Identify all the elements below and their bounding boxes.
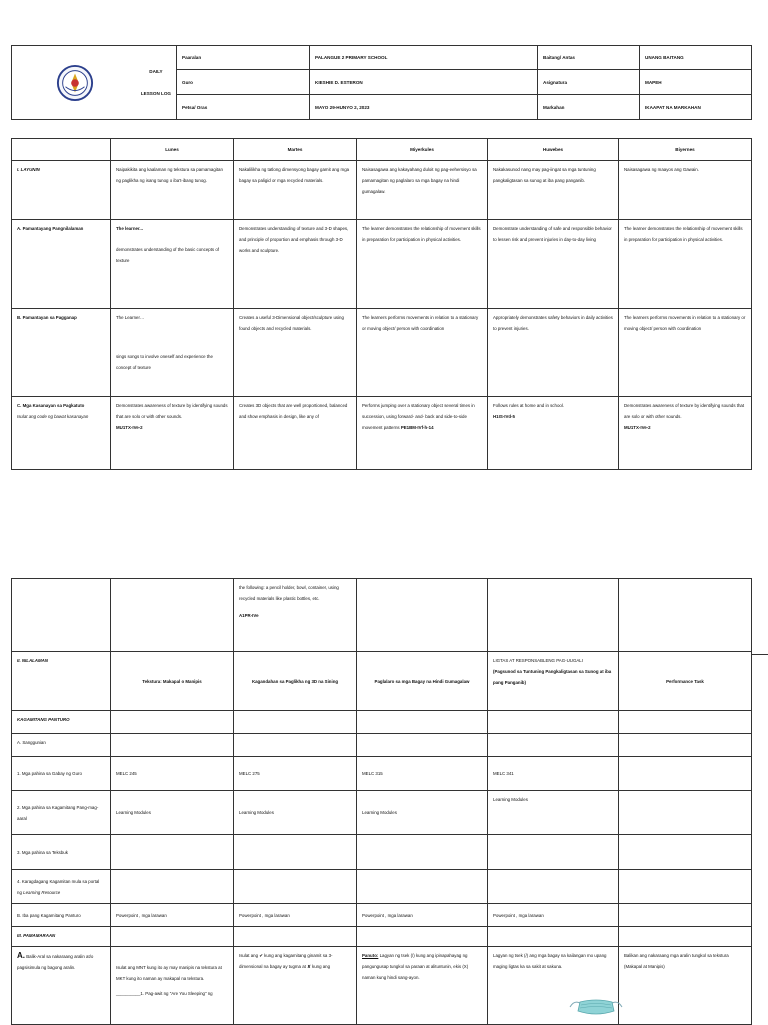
iba-pang-cell: Powerpoint , mga larawan xyxy=(357,904,488,927)
kasanayan-label: C. Mga Kasanayan sa Pagkatuto xyxy=(17,402,85,408)
empty-cell xyxy=(357,734,488,757)
cont-blank xyxy=(111,579,234,652)
pagganap-cell: The learners performs movements in relation to a stationary or moving object/ person with coordination xyxy=(619,308,752,396)
label-asignatura: Asignatura xyxy=(538,70,640,95)
balik-aral-miyerkules xyxy=(357,947,488,1025)
layunin-cell: Nakalilikha ng tatlong dimensyong bagay gamit ang mga bagay sa paligid or mga recycled materials. xyxy=(234,160,357,220)
value-guro: KIESHIE D. ESTERON xyxy=(310,70,538,95)
iba-pang-cell: Powerpoint , mga larawan xyxy=(234,904,357,927)
nilalaman-huwebes-sub: (Pagsunod sa Tuntuning Pangkaligtasan sa Sunog at iba pang Panganib) xyxy=(493,669,612,685)
header-table xyxy=(11,45,752,120)
nilalaman-cell: Kagandahan sa Paglikha ng 3D na Sining xyxy=(234,652,357,711)
kagamitang-pang-cell xyxy=(619,791,752,835)
kagamitang-pang-cell: Learning Modules xyxy=(357,791,488,835)
empty-cell xyxy=(488,734,619,757)
gabay-cell xyxy=(619,757,752,791)
kasanayan-sub: Isulat ang code ng bawat kasanayan xyxy=(17,413,89,419)
kasanayan-cell xyxy=(619,396,752,469)
gabay-cell: MELC 245 xyxy=(111,757,234,791)
empty-cell xyxy=(488,870,619,904)
empty-cell xyxy=(619,870,752,904)
balik-aral-lunes-item: __________1. Pag-awit ng "Are You Sleeping" ng xyxy=(116,991,213,996)
row-label-kagamitang-pang: 2. Mga pahina sa Kagamitang Pang-mag-aaral xyxy=(12,791,111,835)
layunin-cell: Naisasagawa ang kakayahang duloit ng pag-eehersisyo sa pamamagitan ng paglalaro sa mga bagay na hindi gumagalaw. xyxy=(357,160,488,220)
pamantayang-cell: Demonstrate understanding of safe and responsible behavior to lessen risk and prevent injuries in day-to-day living xyxy=(488,220,619,308)
cont-martes-text: the following: a pencil holder, bowl, container, using recycled materials like plastic bottles, etc. xyxy=(239,585,339,601)
pamantayang-cell: The learner demonstrates the relationship of movement skills in preparation for participation in physical activities. xyxy=(357,220,488,308)
empty-cell xyxy=(488,927,619,947)
deped-seal-icon xyxy=(56,64,94,102)
empty-cell xyxy=(619,835,752,870)
kagamitang-pang-cell: Learning Modules xyxy=(111,791,234,835)
cont-martes-code: A1PR-IVe xyxy=(239,613,259,618)
kasanayan-text: Demonstrates awareness of texture by identifying sounds that are solo or with other sounds. xyxy=(116,402,228,419)
content-table xyxy=(11,578,752,1025)
label-petsa: Petsa/ Oras xyxy=(177,95,310,120)
day-header: Lunes xyxy=(111,139,234,161)
objectives-table xyxy=(11,138,752,470)
row-label-kasanayan xyxy=(12,396,111,469)
kasanayan-text: Creates 3D objects that are well proportioned, balanced and show emphasis in design, like any of xyxy=(239,402,348,419)
kasanayan-code: PE1BM-IVf-h-14 xyxy=(400,424,434,430)
label-baitang: Baitang/ Antas xyxy=(538,46,640,70)
balik-aral-lunes xyxy=(111,947,234,1025)
nilalaman-cell: Tekstura: Makapal o Manipis xyxy=(111,652,234,711)
nilalaman-cell xyxy=(488,652,619,711)
panuto-text: Lagyan ng tsek (/) kung ang ipinapahayag ng pangungusap tungkol sa paraan at alituntunin, ekis (X) naman kung hindi sang-ayon. xyxy=(362,953,469,980)
layunin-cell: Naisasagawa ng maayos ang Gawain. xyxy=(619,160,752,220)
pamantayang-cell xyxy=(111,220,234,308)
kasanayan-cell xyxy=(357,396,488,469)
empty-cell xyxy=(619,927,752,947)
kasanayan-code: MU1TX-IVe-2 xyxy=(624,424,651,430)
cont-blank xyxy=(12,579,111,652)
row-label-layunin: I. LAYUNIN xyxy=(12,160,111,220)
kasanayan-text: Demonstrates awareness of texture by identifying sounds that are solo or with other sounds. xyxy=(624,402,745,419)
day-header: Miyerkules xyxy=(357,139,488,161)
label-markahan: Markahan xyxy=(538,95,640,120)
empty-cell xyxy=(111,734,234,757)
row-label-pagganap: B. Pamantayan sa Pagganap xyxy=(12,308,111,396)
value-markahan: IKAAPAT NA MARKAHAN xyxy=(640,95,752,120)
row-label-teksbuk: 3. Mga pahina sa Teksbuk xyxy=(12,835,111,870)
kasanayan-code: H1IS-IVd-5 xyxy=(493,413,515,419)
iba-pang-cell xyxy=(619,904,752,927)
pamantayang-cell: The learner demonstrates the relationship of movement skills in preparation for participation in physical activities. xyxy=(619,220,752,308)
title-lesson-log: LESSON LOG xyxy=(140,90,171,96)
pamantayang-text: demonstrates understanding of the basic concepts of texture xyxy=(116,247,219,264)
balik-aral-huwebes: Lagyan ng tsek (/) ang mga bagay na kailangan mo upang maging ligtas ka sa sakit at sakuna. xyxy=(488,947,619,1025)
row-label-balik-aral xyxy=(12,947,111,1025)
value-paaralan: PALANGUE 2 PRIMARY SCHOOL xyxy=(310,46,538,70)
pamantayang-prefix: The learner... xyxy=(116,226,144,232)
value-petsa: MAYO 29-HUNYO 2, 2023 xyxy=(310,95,538,120)
title-daily: DAILY xyxy=(149,68,163,74)
row-label-pamantayang: A. Pamantayang Pangnilalaman xyxy=(12,220,111,308)
row-label-nilalaman: II. NILALAMAN xyxy=(12,652,111,711)
pagganap-cell: The learners performs movements in relation to a stationary or moving object/ person with coordination xyxy=(357,308,488,396)
label-guro: Guro xyxy=(177,70,310,95)
day-header: Biyernes xyxy=(619,139,752,161)
row-label-kagamitang: KAGAMITANG PANTURO xyxy=(12,711,111,734)
iba-pang-cell: Powerpoint , mga larawan xyxy=(488,904,619,927)
empty-cell xyxy=(111,927,234,947)
pamantayang-cell: Demonstrates understanding of texture and 3-D shapes, and principle of proportion and emphasis through 3-D works and sculpture. xyxy=(234,220,357,308)
empty-cell xyxy=(357,711,488,734)
nilalaman-cell: Paglalaro sa mga Bagay na Hindi Gumagalaw xyxy=(357,652,488,711)
empty-cell xyxy=(111,870,234,904)
row-label-karagdagang xyxy=(12,870,111,904)
row-label-pamamaraan: III. PAMAMARAAN xyxy=(12,927,111,947)
balik-aral-biyernes: Balikan ang nakaraang mga aralin tungkol sa tekstura (Makapal at Manipis) xyxy=(619,947,752,1025)
empty-cell xyxy=(234,734,357,757)
nilalaman-cell: Performance Task xyxy=(619,652,752,711)
empty-cell xyxy=(357,870,488,904)
panuto-label: Panuto: xyxy=(362,953,379,958)
cont-blank xyxy=(357,579,488,652)
kagamitang-pang-cell: Learning Modules xyxy=(488,791,619,835)
gabay-cell: MELC 341 xyxy=(488,757,619,791)
balik-aral-text: Balik-Aral sa nakaraang aralin at/o pagsisimula ng bagong aralin. xyxy=(17,954,94,970)
day-header: Huwebes xyxy=(488,139,619,161)
empty-cell xyxy=(234,870,357,904)
pagganap-cell xyxy=(111,308,234,396)
divider-line xyxy=(751,654,768,655)
face-mask-icon xyxy=(568,996,624,1018)
cont-blank xyxy=(488,579,619,652)
row-label-gabay: 1. Mga pahina sa Gabay ng Guro xyxy=(12,757,111,791)
kasanayan-code: MU1TX-IVe-2 xyxy=(116,424,143,430)
empty-cell xyxy=(234,927,357,947)
pagganap-text: sings songs to involve oneself and experience the concept of texture xyxy=(116,353,213,370)
layunin-cell: Naipakikita ang kaalaman ng tekstura sa pamamagitan ng paglikha ng isang tunog o iba't-ibang tunog. xyxy=(111,160,234,220)
value-asignatura: MAPEH xyxy=(640,70,752,95)
cont-martes-cell xyxy=(234,579,357,652)
pagganap-cell: Appropriately demonstrates safety behaviors in daily activities to prevent injuries. xyxy=(488,308,619,396)
kasanayan-cell xyxy=(234,396,357,469)
kasanayan-cell xyxy=(111,396,234,469)
kasanayan-text: Performs jumping over a stationary object several times in succession, using forward- and- back and side-to-side movement patterns xyxy=(362,402,475,430)
value-baitang: UNANG BAITANG xyxy=(640,46,752,70)
label-paaralan: Paaralan xyxy=(177,46,310,70)
empty-cell xyxy=(619,711,752,734)
logo-cell xyxy=(12,46,177,120)
empty-cell xyxy=(357,927,488,947)
kasanayan-text: Follows rules at home and in school. xyxy=(493,402,565,408)
kagamitang-pang-cell: Learning Modules xyxy=(234,791,357,835)
pagganap-cell: Creates a useful 3-Dimensional object/sculpture using found objects and recycled materials. xyxy=(234,308,357,396)
empty-cell xyxy=(111,711,234,734)
balik-aral-letter: A. xyxy=(17,951,25,960)
empty-cell xyxy=(488,835,619,870)
pagganap-prefix: The Learner… xyxy=(116,314,145,320)
balik-aral-martes: Isulat ang ✔ kung ang kagamitang ginamit sa 3-dimensional na bagay ay tugma at ✘ kung ang xyxy=(234,947,357,1025)
gabay-cell: MELC 315 xyxy=(357,757,488,791)
day-header: Martes xyxy=(234,139,357,161)
karagdagang-text: 4. Karagdagang Kagamitan mula sa portal ng xyxy=(17,878,100,895)
corner-cell xyxy=(12,139,111,161)
empty-cell xyxy=(357,835,488,870)
gabay-cell: MELC 275 xyxy=(234,757,357,791)
row-label-sanggunian: A. Sanggunian xyxy=(12,734,111,757)
empty-cell xyxy=(619,734,752,757)
empty-cell xyxy=(488,711,619,734)
kasanayan-cell xyxy=(488,396,619,469)
empty-cell xyxy=(234,711,357,734)
empty-cell xyxy=(234,835,357,870)
row-label-iba-pang: B. Iba pang Kagamitang Panturo xyxy=(12,904,111,927)
balik-aral-lunes-text: Isulat ang MNT kung ito ay may manipis na tekstura at MKT kung ito naman ay makapal na tekstura. xyxy=(116,965,222,981)
layunin-cell: Nakakasunod nang may pag-iingat sa mga tuntuning pangkaligtasan sa sunog at iba pang panganib. xyxy=(488,160,619,220)
karagdagang-italic: Learning Resource xyxy=(23,889,61,895)
empty-cell xyxy=(111,835,234,870)
nilalaman-huwebes-title: LIGTAS AT RESPONSABLENG PAG-UUGALI xyxy=(493,658,583,663)
iba-pang-cell: Powerpoint , mga larawan xyxy=(111,904,234,927)
cont-blank xyxy=(619,579,752,652)
